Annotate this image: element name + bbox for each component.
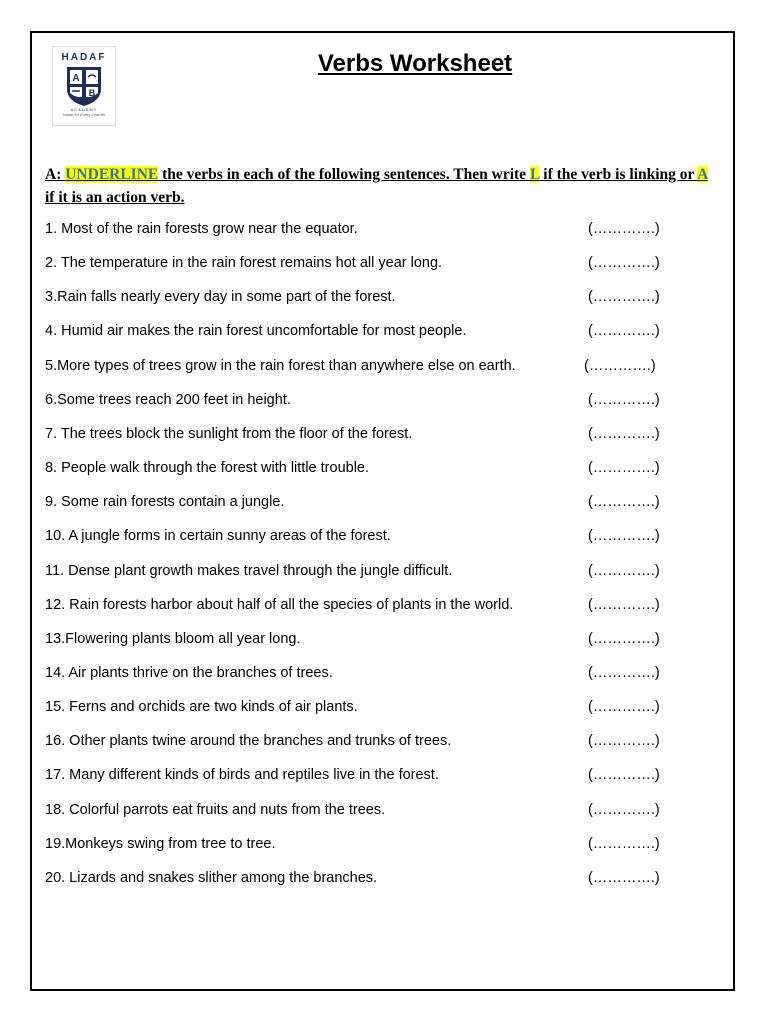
question-2: 2. The temperature in the rain forest remains hot all year long. — [45, 255, 443, 271]
question-13: 13.Flowering plants bloom all year long. — [45, 631, 301, 647]
answer-blank-9[interactable]: (………….) — [588, 494, 660, 510]
question-11: 11. Dense plant growth makes travel through the jungle difficult. — [45, 563, 453, 579]
question-18: 18. Colorful parrots eat fruits and nuts from the trees. — [45, 802, 386, 818]
answer-blank-14[interactable]: (………….) — [588, 665, 660, 681]
question-8: 8. People walk through the forest with little trouble. — [45, 460, 370, 476]
answer-blank-12[interactable]: (………….) — [588, 597, 660, 613]
question-19: 19.Monkeys swing from tree to tree. — [45, 836, 276, 852]
shield-letter-b: B — [88, 88, 96, 98]
answer-blank-18[interactable]: (………….) — [588, 802, 660, 818]
answer-blank-6[interactable]: (………….) — [588, 392, 660, 408]
answer-blank-13[interactable]: (………….) — [588, 631, 660, 647]
question-3: 3.Rain falls nearly every day in some part of the forest. — [45, 289, 396, 305]
answer-blank-15[interactable]: (………….) — [588, 699, 660, 715]
logo-tagline: Hadaf for Every Learner — [62, 112, 106, 117]
underline-keyword: UNDERLINE — [65, 166, 159, 183]
answer-blank-5[interactable]: (………….) — [584, 358, 656, 374]
answer-blank-17[interactable]: (………….) — [588, 767, 660, 783]
answer-blank-20[interactable]: (………….) — [588, 870, 660, 886]
question-4: 4. Humid air makes the rain forest uncomfortable for most people. — [45, 323, 467, 339]
answer-blank-1[interactable]: (………….) — [588, 221, 660, 237]
letter-a: A — [697, 166, 708, 183]
question-10: 10. A jungle forms in certain sunny areas of the forest. — [45, 528, 391, 544]
answer-blank-2[interactable]: (………….) — [588, 255, 660, 271]
instructions — [45, 163, 715, 209]
answer-blank-16[interactable]: (………….) — [588, 733, 660, 749]
answer-blank-3[interactable]: (………….) — [588, 289, 660, 305]
instructions-prefix: A: — [45, 166, 66, 183]
question-1: 1. Most of the rain forests grow near the equator. — [45, 221, 358, 237]
answer-blank-8[interactable]: (………….) — [588, 460, 660, 476]
question-14: 14. Air plants thrive on the branches of trees. — [45, 665, 333, 681]
answer-blank-11[interactable]: (………….) — [588, 563, 660, 579]
instructions-text-3: if it is an action verb. — [45, 189, 185, 206]
answer-blank-10[interactable]: (………….) — [588, 528, 660, 544]
question-12: 12. Rain forests harbor about half of all the species of plants in the world. — [45, 597, 514, 613]
letter-l: L — [529, 166, 540, 183]
question-5: 5.More types of trees grow in the rain forest than anywhere else on earth. — [45, 358, 516, 374]
question-15: 15. Ferns and orchids are two kinds of air plants. — [45, 699, 358, 715]
question-9: 9. Some rain forests contain a jungle. — [45, 494, 285, 510]
instructions-text-1: the verbs in each of the following sentences. Then write — [158, 166, 530, 183]
answer-blank-4[interactable]: (………….) — [588, 323, 660, 339]
question-7: 7. The trees block the sunlight from the floor of the forest. — [45, 426, 413, 442]
question-17: 17. Many different kinds of birds and reptiles live in the forest. — [45, 767, 439, 783]
question-16: 16. Other plants twine around the branches and trunks of trees. — [45, 733, 452, 749]
question-6: 6.Some trees reach 200 feet in height. — [45, 392, 291, 408]
answer-blank-19[interactable]: (………….) — [588, 836, 660, 852]
question-20: 20. Lizards and snakes slither among the branches. — [45, 870, 378, 886]
shield-letter-a: A — [72, 73, 80, 84]
page-title: Verbs Worksheet — [317, 50, 513, 77]
logo-subtitle: ACADEMY — [70, 107, 98, 112]
answer-blank-7[interactable]: (………….) — [588, 426, 660, 442]
logo-name: HADAF — [61, 52, 107, 63]
instructions-text-2: if the verb is linking or — [539, 166, 698, 183]
